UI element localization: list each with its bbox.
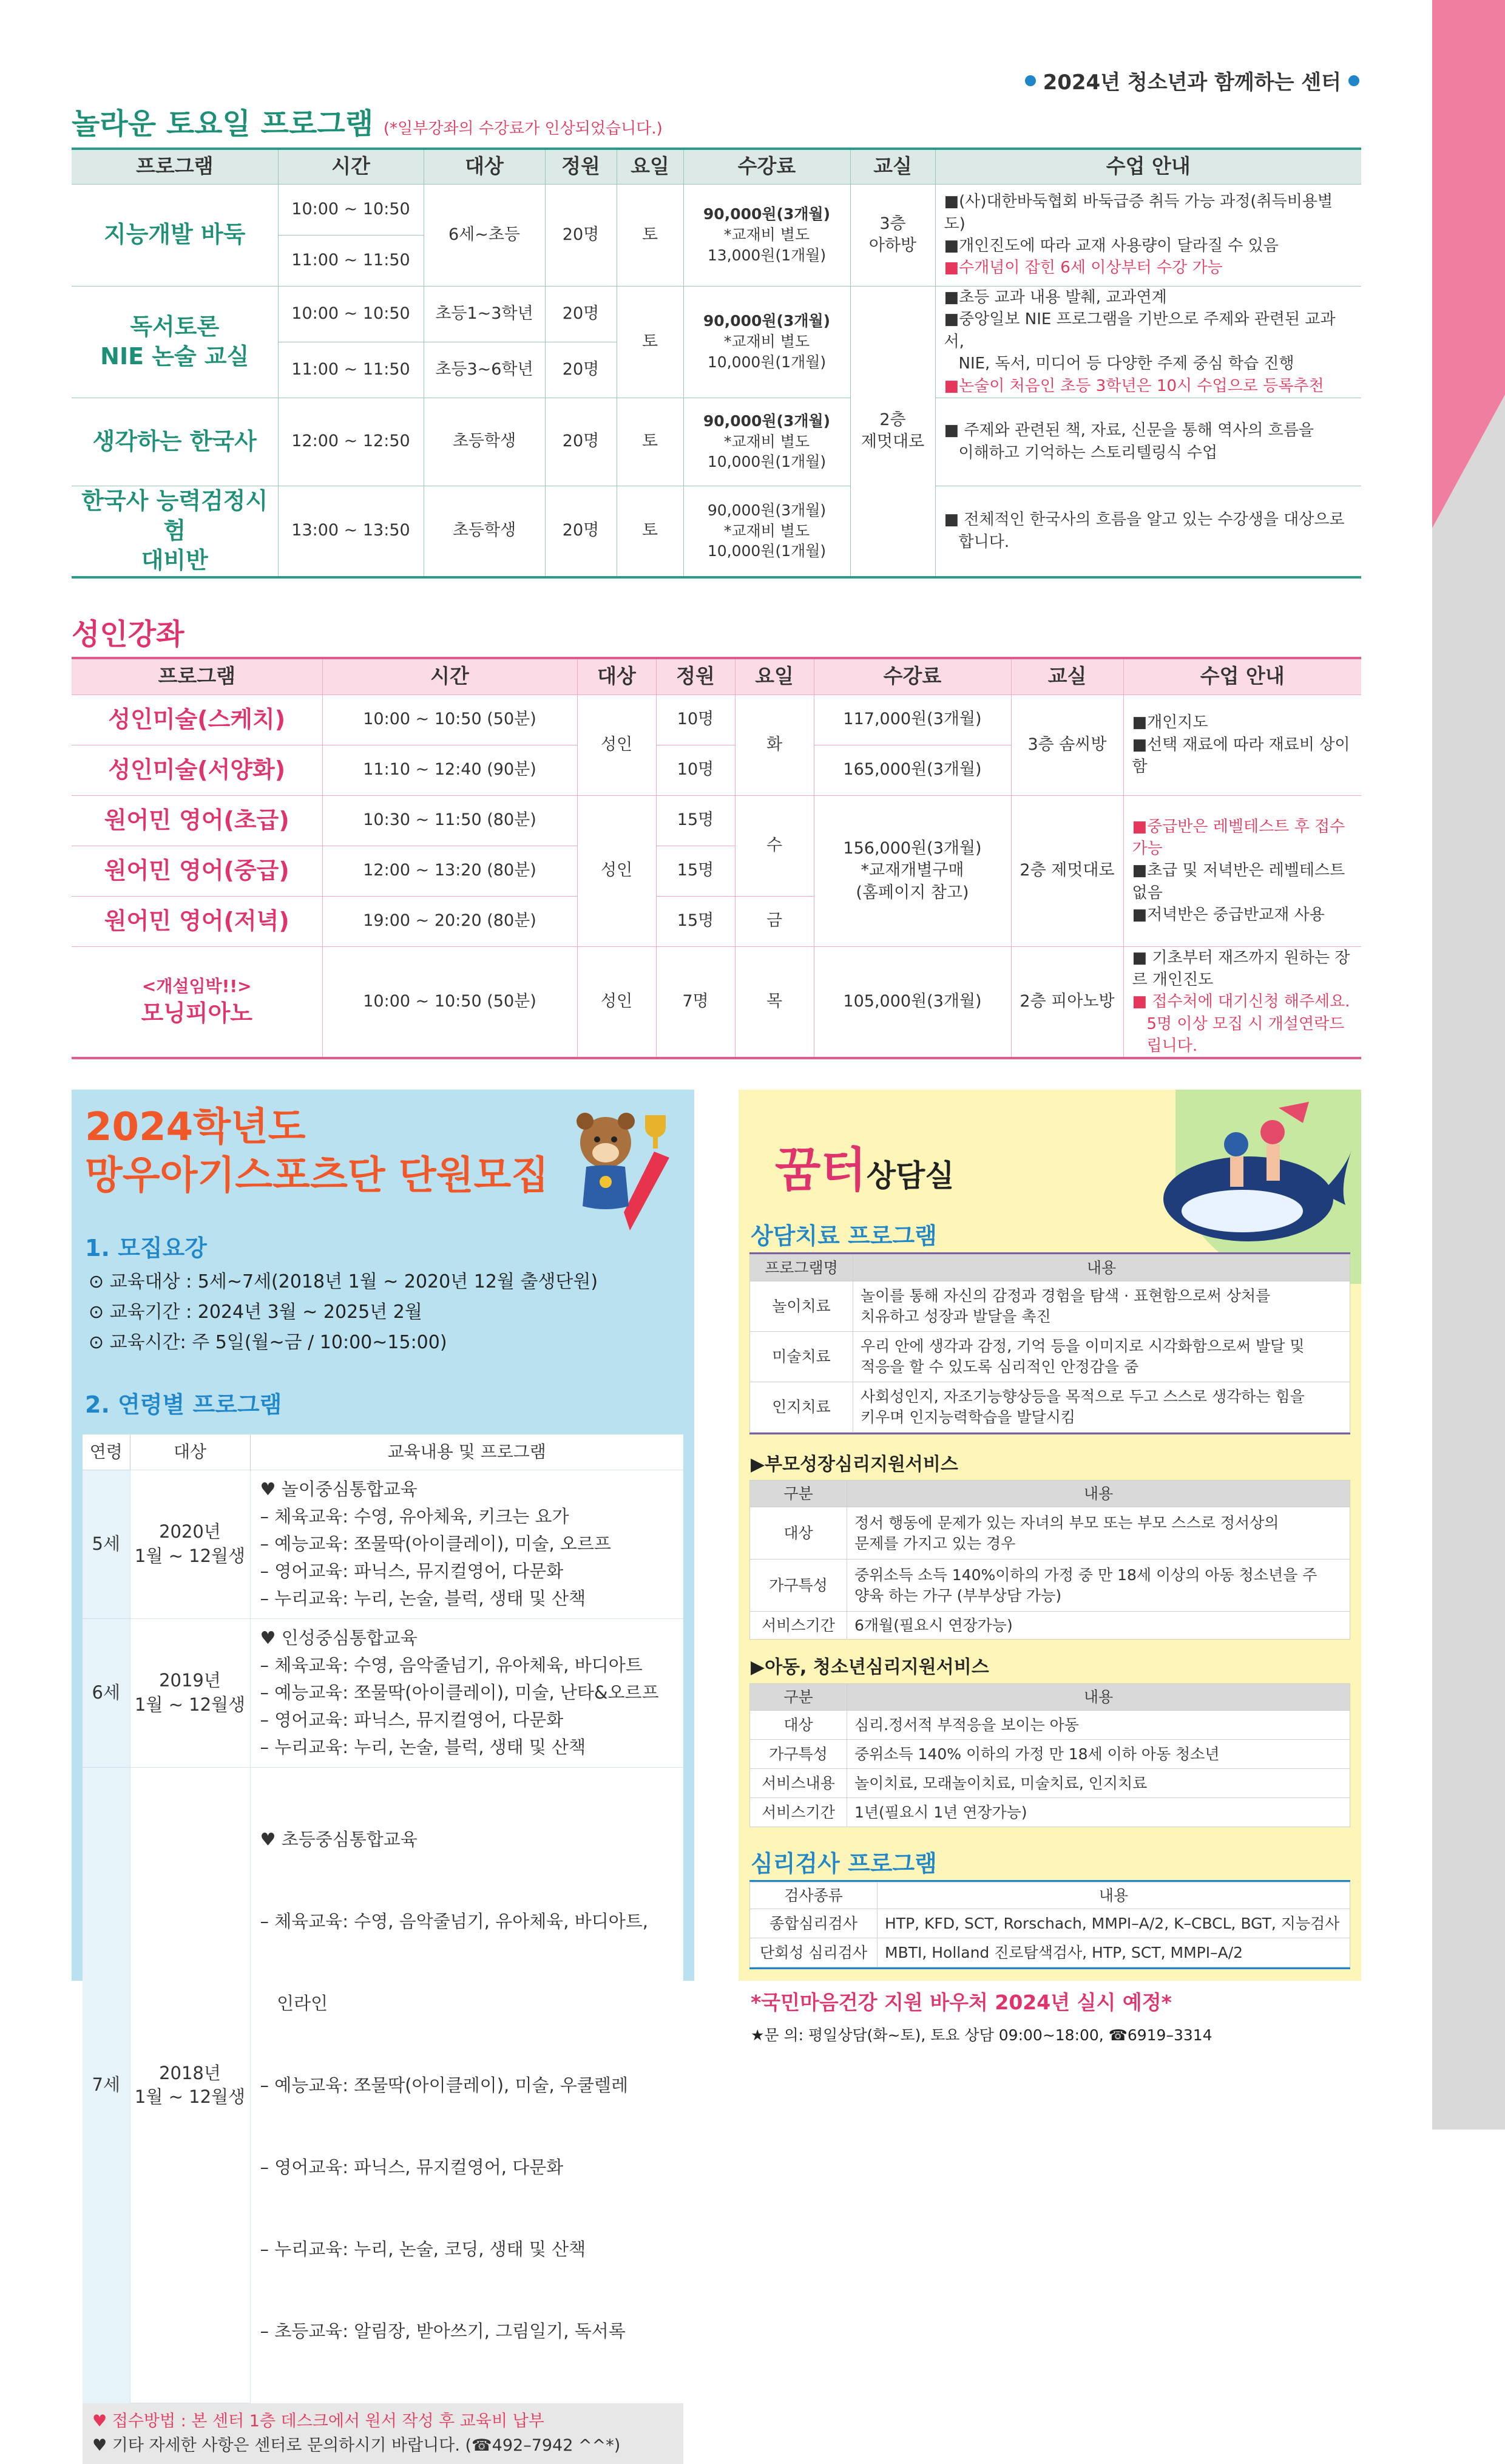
fee-cell: [683, 398, 850, 486]
table-row: [750, 1798, 1350, 1827]
col-header: 수강료: [814, 658, 1011, 694]
capacity-cell: 20명: [545, 184, 617, 286]
fee-line: 156,000원(3개월): [843, 838, 982, 858]
table-row: [83, 1618, 683, 1767]
room-cell: 2층 제멋대로: [1011, 795, 1123, 946]
fee-line: *교재비 별도: [723, 521, 810, 540]
info-cell: [935, 184, 1361, 286]
fee-line: 10,000원(1개월): [707, 453, 827, 471]
time-cell: 10:00 ~ 10:50: [278, 286, 424, 342]
content-cell: 중위소득 소득 140%이하의 가정 중 만 18세 이상의 아동 청소년을 주 양육 하는 가구 (부부상담 가능): [847, 1560, 1350, 1612]
info-cell: [1123, 694, 1361, 795]
adult-title: 성인강좌: [72, 617, 184, 651]
program-name: 한국사 능력검정시험 대비반: [72, 486, 278, 577]
col-header: 프로그램: [72, 658, 322, 694]
fee-line: *교재비 별도: [723, 226, 810, 244]
col-header: 대상: [577, 658, 656, 694]
counsel-brand: [775, 1132, 955, 1200]
time-cell: 12:00 ~ 12:50: [278, 398, 424, 486]
fee-line: 90,000원(3개월): [707, 501, 827, 519]
col-header: 내용: [847, 1684, 1350, 1711]
label-cell: 단회성 심리검사: [750, 1938, 878, 1967]
info-line: 이해하고 기억하는 스토리텔링식 수업: [958, 443, 1218, 462]
sports-title-line2: 망우아기스포츠단 단원모집: [85, 1153, 549, 1198]
contact-info: ★문 의: 평일상담(화~토), 토요 상담 09:00~18:00, ☎6919–3314: [751, 2026, 1212, 2044]
day-cell: 토: [617, 486, 683, 577]
table-row: [83, 1470, 683, 1618]
content-cell: 정서 행동에 문제가 있는 자녀의 부모 또는 부모 스스로 정서상의 문제를 가지고 있는 경우: [847, 1507, 1350, 1560]
program-line: – 예능교육: 쪼물딱(아이클레이), 미술, 난타&오르프: [260, 1682, 659, 1703]
time-cell: 11:00 ~ 11:50: [278, 235, 424, 286]
program-line: ♥ 인성중심통합교육: [260, 1627, 418, 1648]
sports-section1-title: 1. 모집요강: [85, 1235, 207, 1261]
content-cell: 6개월(필요시 연장가능): [847, 1612, 1350, 1640]
fee-line: 13,000원(1개월): [707, 246, 827, 264]
parent-service-title: ▶부모성장심리지원서비스: [751, 1454, 958, 1475]
info-line: ■수개념이 잡힌 6세 이상부터 수강 가능: [944, 259, 1223, 277]
table-header-row: [750, 1882, 1350, 1909]
parent-table: [749, 1480, 1350, 1640]
fee-cell: 105,000원(3개월): [814, 946, 1011, 1058]
therapy-table: [749, 1254, 1350, 1433]
info-cell: [1123, 795, 1361, 946]
sports-note: ♥ 기타 자세한 사항은 센터로 문의하시기 바랍니다. (☎492–7942 ^^*): [92, 2436, 621, 2455]
col-header: 내용: [853, 1255, 1350, 1281]
info-line: ■초급 및 저녁반은 레벨테스트 없음: [1132, 861, 1345, 902]
label-cell: 서비스내용: [750, 1769, 847, 1798]
info-line: ■ 기초부터 재즈까지 원하는 장르 개인진도: [1132, 948, 1350, 989]
label-cell: 대상: [750, 1711, 847, 1740]
capacity-cell: 20명: [545, 486, 617, 577]
room-cell: 2층 피아노방: [1011, 946, 1123, 1058]
table-row: [750, 1332, 1350, 1382]
day-cell: 금: [735, 896, 814, 946]
child-table-wrap: [749, 1683, 1350, 1827]
program-name: 원어민 영어(저녁): [72, 896, 322, 946]
label-cell: 서비스기간: [750, 1798, 847, 1827]
col-header: 수업 안내: [1123, 658, 1361, 694]
fee-cell: [683, 184, 850, 286]
age-cell: 6세: [83, 1618, 130, 1767]
sports-bullets: [89, 1267, 598, 1358]
info-line: NIE, 독서, 미디어 등 다양한 주제 중심 학습 진행: [958, 355, 1294, 373]
content-cell: MBTI, Holland 진로탐색검사, HTP, SCT, MMPI–A/2: [878, 1938, 1350, 1967]
saturday-title-text: 놀라운 토요일 프로그램: [72, 107, 374, 141]
time-cell: 11:00 ~ 11:50: [278, 342, 424, 398]
child-service-title: ▶아동, 청소년심리지원서비스: [751, 1657, 989, 1678]
parent-table-wrap: [749, 1480, 1350, 1640]
program-name: 독서토론 NIE 논술 교실: [72, 286, 278, 398]
program-line: ♥ 놀이중심통합교육: [260, 1479, 418, 1499]
target-cell: 6세~초등: [424, 184, 545, 286]
fee-line: 10,000원(1개월): [707, 353, 827, 371]
label-cell: 가구특성: [750, 1740, 847, 1769]
label-cell: 서비스기간: [750, 1612, 847, 1640]
program-line: – 누리교육: 누리, 논술, 코딩, 생태 및 산책: [260, 2238, 586, 2259]
time-cell: 10:30 ~ 11:50 (80분): [322, 795, 577, 846]
saturday-table-wrap: [72, 148, 1361, 579]
label-cell: 가구특성: [750, 1560, 847, 1612]
program-line: – 영어교육: 파닉스, 뮤지컬영어, 다문화: [260, 1709, 564, 1730]
capacity-cell: 10명: [656, 745, 735, 795]
counsel-brand-suffix: 상담실: [866, 1158, 955, 1193]
col-header: 정원: [656, 658, 735, 694]
info-line: ■ 접수처에 대기신청 해주세요.: [1132, 993, 1350, 1011]
sports-bullet: ⊙ 교육대상 : 5세~7세(2018년 1월 ~ 2020년 12월 출생단원): [89, 1271, 598, 1292]
col-header: 교실: [850, 149, 935, 184]
content-cell: 우리 안에 생각과 감정, 기억 등을 이미지로 시각화함으로써 발달 및 적응을 할 수 있도록 심리적인 안정감을 줌: [853, 1332, 1350, 1382]
table-row: [750, 1740, 1350, 1769]
col-header: 시간: [322, 658, 577, 694]
col-header: 프로그램: [72, 149, 278, 184]
info-line: ■저녁반은 중급반교재 사용: [1132, 906, 1325, 925]
fee-line: *교재개별구매: [861, 861, 964, 880]
col-header: 프로그램명: [750, 1255, 853, 1281]
saturday-note: (*일부강좌의 수강료가 인상되었습니다.): [383, 120, 663, 138]
table-header-row: [83, 1434, 683, 1470]
info-line: ■중앙일보 NIE 프로그램을 기반으로 주제와 관련된 교과서,: [944, 310, 1336, 351]
adult-table: [72, 657, 1361, 1059]
fee-cell: [683, 486, 850, 577]
program-name: 생각하는 한국사: [72, 398, 278, 486]
table-row: [72, 398, 1361, 486]
col-header: 수업 안내: [935, 149, 1361, 184]
fee-line: *교재비 별도: [723, 333, 810, 351]
capacity-cell: 10명: [656, 694, 735, 745]
col-header: 대상: [130, 1434, 250, 1470]
sports-note: ♥ 접수방법 : 본 센터 1층 데스크에서 원서 작성 후 교육비 납부: [92, 2412, 544, 2431]
content-cell: 놀이를 통해 자신의 감정과 경험을 탐색 · 표현함으로써 상처를 치유하고 성장과 발달을 촉진: [853, 1281, 1350, 1332]
program-line: – 초등교육: 알림장, 받아쓰기, 그림일기, 독서록: [260, 2320, 626, 2341]
program-name: [72, 946, 322, 1058]
target-cell: 성인: [577, 946, 656, 1058]
col-header: 교실: [1011, 658, 1123, 694]
day-cell: 화: [735, 694, 814, 795]
child-table: [749, 1683, 1350, 1827]
table-row: [750, 1769, 1350, 1798]
test-table: [749, 1882, 1350, 1967]
fee-line: 90,000원(3개월): [703, 412, 831, 430]
table-row: [750, 1909, 1350, 1938]
content-cell: 중위소득 140% 이하의 가정 만 18세 이하 아동 청소년: [847, 1740, 1350, 1769]
label-cell: 대상: [750, 1507, 847, 1560]
room-cell: 3층 솜씨방: [1011, 694, 1123, 795]
table-row: [72, 795, 1361, 846]
saturday-title: [72, 100, 663, 142]
col-header: 수강료: [683, 149, 850, 184]
col-header: 교육내용 및 프로그램: [387, 1441, 546, 1462]
content-cell: HTP, KFD, SCT, Rorschach, MMPI–A/2, K–CBCL, BGT, 지능검사: [878, 1909, 1350, 1938]
capacity-cell: 15명: [656, 896, 735, 946]
label-cell: 놀이치료: [750, 1281, 853, 1332]
info-line: ■(사)대한바둑협회 바둑급증 취득 가능 과정(취득비용별도): [944, 192, 1333, 233]
program-cell: [250, 1767, 683, 2403]
fee-cell: 117,000원(3개월): [814, 694, 1011, 745]
header-tag-text: 2024년 청소년과 함께하는 센터: [1043, 70, 1341, 95]
table-header-row: [72, 658, 1361, 694]
capacity-cell: 20명: [545, 286, 617, 342]
col-header: 내용: [847, 1481, 1350, 1507]
room-cell: 2층 제멋대로: [850, 286, 935, 577]
sports-panel: [72, 1090, 694, 2455]
target-cell: 성인: [577, 694, 656, 795]
fee-line: (홈페이지 참고): [856, 883, 969, 902]
counsel-brand-name: 꿈터: [775, 1143, 867, 1198]
info-line: 합니다.: [958, 532, 1010, 551]
program-line: – 체육교육: 수영, 음악줄넘기, 유아체육, 바디아트: [260, 1655, 643, 1675]
sports-notes: [83, 2403, 683, 2464]
fee-line: 90,000원(3개월): [703, 205, 831, 223]
sports-table: [83, 1434, 683, 2403]
test-title: 심리검사 프로그램: [751, 1850, 937, 1877]
table-header-row: [750, 1255, 1350, 1281]
label-cell: 인지치료: [750, 1382, 853, 1433]
program-line: – 체육교육: 수영, 음악줄넘기, 유아체육, 바디아트,: [260, 1910, 649, 1932]
info-line: ■논술이 처음인 초등 3학년은 10시 수업으로 등록추천: [944, 376, 1324, 395]
program-line: 인라인: [260, 1992, 328, 2014]
content-cell: 사회성인지, 자조기능향상등을 목적으로 두고 스스로 생각하는 힘을 키우며 인지능력학습을 발달시킴: [853, 1382, 1350, 1433]
table-row: [750, 1938, 1350, 1967]
info-cell: [935, 486, 1361, 577]
day-cell: 토: [617, 184, 683, 286]
counsel-panel: [739, 1090, 1361, 2044]
capacity-cell: 15명: [656, 846, 735, 896]
target-cell: 초등3~6학년: [424, 342, 545, 398]
col-header: 연령: [83, 1434, 130, 1470]
info-line: ■선택 재료에 따라 재료비 상이함: [1132, 735, 1350, 776]
age-cell: 7세: [83, 1767, 130, 2403]
fee-cell: [683, 286, 850, 398]
bear-mascot-icon: [563, 1109, 678, 1230]
sports-bullet: ⊙ 교육기간 : 2024년 3월 ~ 2025년 2월: [89, 1302, 422, 1323]
program-name: 원어민 영어(중급): [72, 846, 322, 896]
table-row: [750, 1507, 1350, 1560]
target-cell: 초등학생: [424, 486, 545, 577]
fee-cell: [814, 795, 1011, 946]
time-cell: 10:00 ~ 10:50 (50분): [322, 694, 577, 745]
dot-icon: [1348, 75, 1359, 86]
target-cell: 성인: [577, 795, 656, 946]
info-cell: [935, 398, 1361, 486]
info-cell: [1123, 946, 1361, 1058]
day-cell: 목: [735, 946, 814, 1058]
col-header: 구분: [750, 1684, 847, 1711]
program-line: – 누리교육: 누리, 논술, 블럭, 생태 및 산책: [260, 1737, 586, 1757]
col-header: 요일: [617, 149, 683, 184]
table-header-row: [750, 1684, 1350, 1711]
info-line: ■개인진도에 따라 교재 사용량이 달라질 수 있음: [944, 237, 1279, 255]
info-line: ■초등 교과 내용 발췌, 교과연계: [944, 288, 1167, 307]
program-line: – 예능교육: 쪼물딱(아이클레이), 미술, 오르프: [260, 1533, 611, 1554]
program-line: – 예능교육: 쪼물딱(아이클레이), 미술, 우쿨렐레: [260, 2074, 628, 2096]
col-header: 대상: [424, 149, 545, 184]
therapy-table-wrap: [749, 1252, 1350, 1434]
therapy-title: 상담치료 프로그램: [751, 1223, 937, 1249]
target-cell: 초등1~3학년: [424, 286, 545, 342]
target-cell: 초등학생: [424, 398, 545, 486]
fee-line: *교재비 별도: [723, 432, 810, 450]
time-cell: 10:00 ~ 10:50: [278, 184, 424, 235]
info-line: ■ 전체적인 한국사의 흐름을 알고 있는 수강생을 대상으로: [944, 511, 1345, 529]
table-row: [750, 1711, 1350, 1740]
table-row: [72, 694, 1361, 745]
label-cell: 종합심리검사: [750, 1909, 878, 1938]
capacity-cell: 20명: [545, 398, 617, 486]
table-header-row: [72, 149, 1361, 184]
capacity-cell: 20명: [545, 342, 617, 398]
sports-section2-title: 2. 연령별 프로그램: [85, 1391, 282, 1418]
table-row: [72, 946, 1361, 1058]
col-header: 구분: [750, 1481, 847, 1507]
program-label: 모닝피아노: [141, 999, 253, 1027]
sports-bullet: ⊙ 교육시간: 주 5일(월~금 / 10:00~15:00): [89, 1332, 447, 1353]
time-cell: 10:00 ~ 10:50 (50분): [322, 946, 577, 1058]
table-row: [750, 1382, 1350, 1433]
table-row: [72, 486, 1361, 577]
info-line: ■중급반은 레벨테스트 후 접수가능: [1132, 817, 1345, 858]
table-row: [750, 1612, 1350, 1640]
col-header: 정원: [545, 149, 617, 184]
header-tag: [1025, 66, 1359, 95]
time-cell: 19:00 ~ 20:20 (80분): [322, 896, 577, 946]
col-header: 검사종류: [750, 1882, 878, 1909]
adult-table-wrap: [72, 657, 1361, 1059]
dot-icon: [1025, 75, 1036, 86]
program-line: – 영어교육: 파닉스, 뮤지컬영어, 다문화: [260, 2156, 564, 2177]
day-cell: 수: [735, 795, 814, 896]
col-header: 요일: [735, 658, 814, 694]
target-cell: 2019년 1월 ~ 12월생: [130, 1618, 250, 1767]
table-row: [72, 184, 1361, 235]
table-row: [72, 286, 1361, 342]
content-cell: 놀이치료, 모래놀이치료, 미술치료, 인지치료: [847, 1769, 1350, 1798]
program-line: – 누리교육: 누리, 논술, 블럭, 생태 및 산책: [260, 1588, 586, 1609]
label-cell: 미술치료: [750, 1332, 853, 1382]
program-name: 성인미술(스케치): [72, 694, 322, 745]
room-cell: 3층 아하방: [850, 184, 935, 286]
program-line: – 영어교육: 파닉스, 뮤지컬영어, 다문화: [260, 1561, 564, 1581]
sports-title-line1: 2024학년도: [85, 1105, 306, 1150]
age-cell: 5세: [83, 1470, 130, 1618]
capacity-cell: 7명: [656, 946, 735, 1058]
time-cell: 11:10 ~ 12:40 (90분): [322, 745, 577, 795]
program-badge: <개설임박!!>: [141, 976, 252, 996]
info-line: ■ 주제와 관련된 책, 자료, 신문을 통해 역사의 흐름을: [944, 421, 1314, 440]
day-cell: 토: [617, 398, 683, 486]
program-line: – 체육교육: 수영, 유아체육, 키크는 요가: [260, 1506, 569, 1527]
capacity-cell: 15명: [656, 795, 735, 846]
sports-title: [85, 1103, 549, 1200]
col-header: 내용: [878, 1882, 1350, 1909]
program-name: 지능개발 바둑: [72, 184, 278, 286]
col-header: 시간: [278, 149, 424, 184]
info-line: ■개인지도: [1132, 713, 1208, 732]
content-cell: 심리.정서적 부적응을 보이는 아동: [847, 1711, 1350, 1740]
test-table-wrap: [749, 1880, 1350, 1969]
fee-line: 10,000원(1개월): [707, 542, 827, 560]
sports-table-wrap: [83, 1434, 683, 2464]
target-cell: 2018년 1월 ~ 12월생: [130, 1767, 250, 2403]
program-name: 원어민 영어(초급): [72, 795, 322, 846]
content-cell: 1년(필요시 1년 연장가능): [847, 1798, 1350, 1827]
table-header-row: [750, 1481, 1350, 1507]
fee-cell: 165,000원(3개월): [814, 745, 1011, 795]
program-cell: [250, 1618, 683, 1767]
info-line: 5명 이상 모집 시 개설연락드립니다.: [1146, 1014, 1345, 1056]
table-row: [750, 1560, 1350, 1612]
time-cell: 12:00 ~ 13:20 (80분): [322, 846, 577, 896]
program-name: 성인미술(서양화): [72, 745, 322, 795]
target-cell: 2020년 1월 ~ 12월생: [130, 1470, 250, 1618]
program-line: ♥ 초등중심통합교육: [260, 1828, 418, 1850]
saturday-table: [72, 148, 1361, 579]
info-cell: [935, 286, 1361, 398]
voucher-note: *국민마음건강 지원 바우처 2024년 실시 예정*: [751, 1991, 1172, 2014]
day-cell: 토: [617, 286, 683, 398]
fee-line: 90,000원(3개월): [703, 312, 831, 330]
table-row: [750, 1281, 1350, 1332]
time-cell: 13:00 ~ 13:50: [278, 486, 424, 577]
table-row: [83, 1767, 683, 2403]
program-cell: [250, 1470, 683, 1618]
